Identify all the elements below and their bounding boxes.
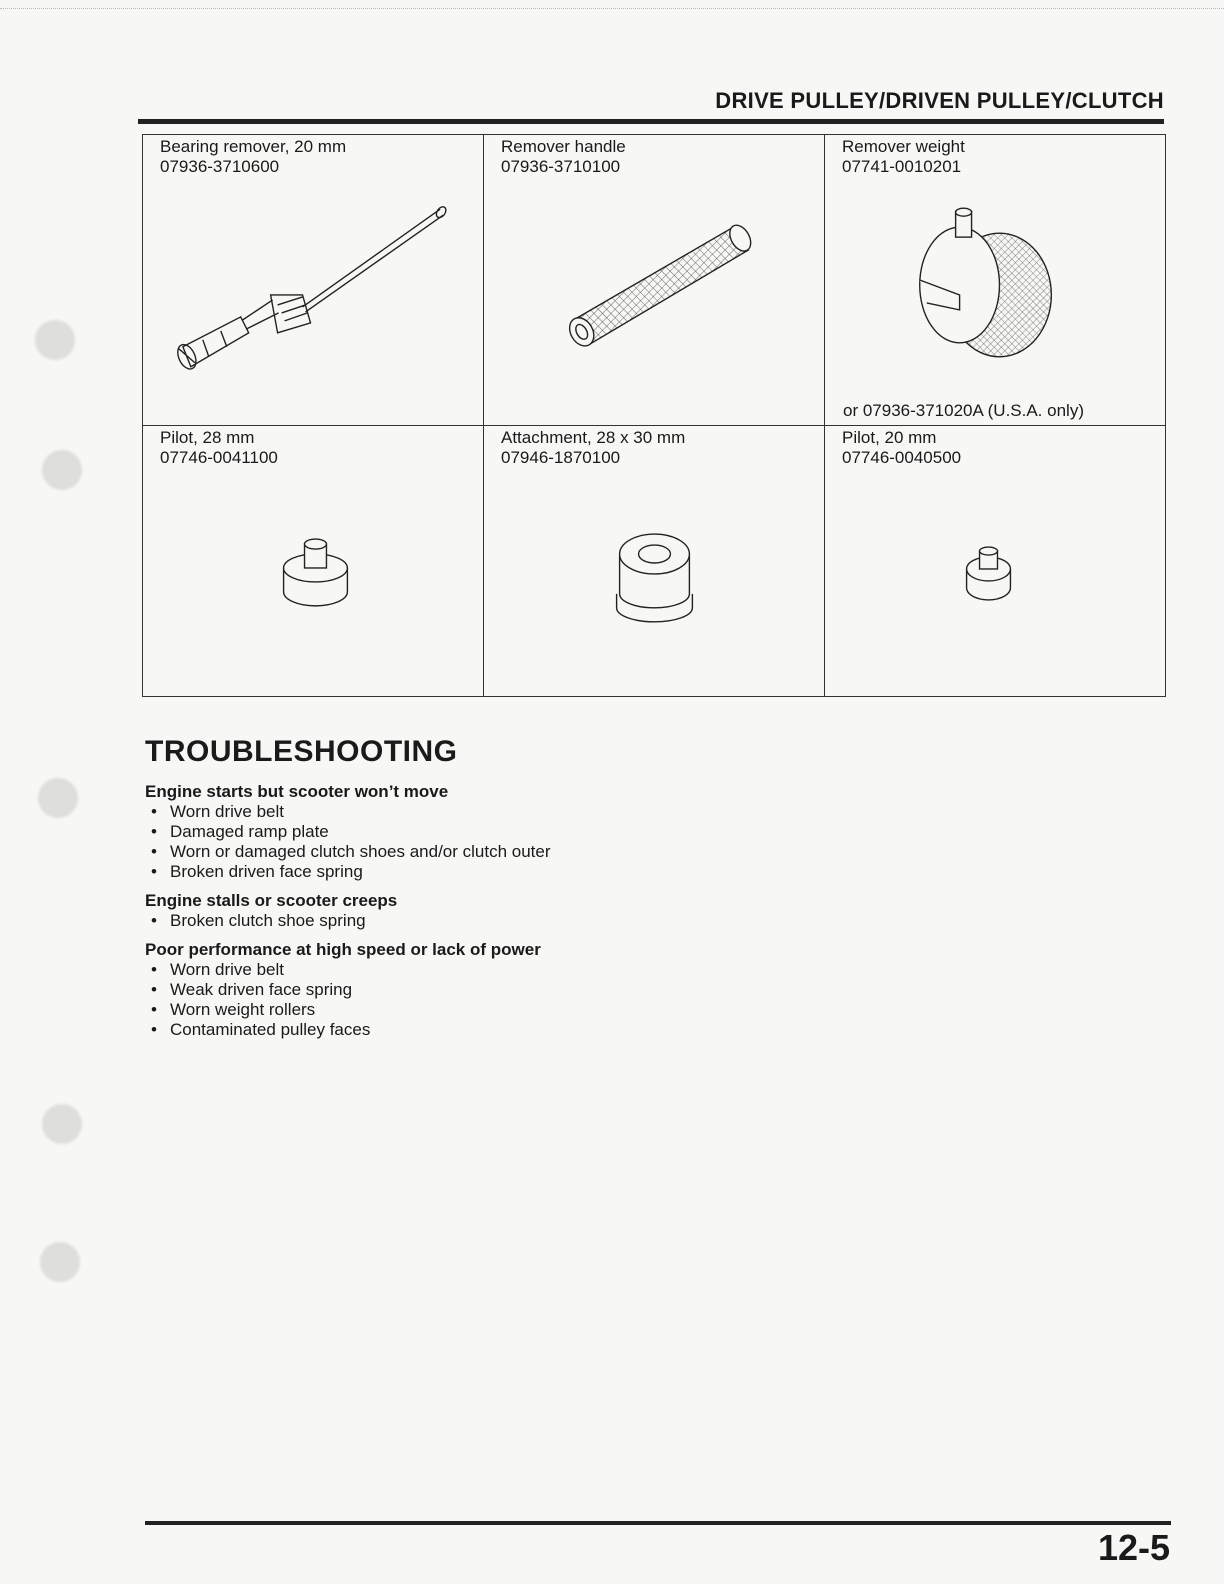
page-number: 12-5 (1097, 1527, 1170, 1568)
cause-item: • Worn drive belt (145, 802, 551, 822)
symptom-heading: Engine stalls or scooter creeps (145, 891, 398, 910)
attachment-icon (484, 426, 824, 696)
tool-cell (825, 135, 1166, 426)
cause-item: • Broken driven face spring (145, 862, 551, 882)
tool-part-number: 07746-0040500 (842, 448, 962, 467)
remover-weight-icon (825, 135, 1165, 425)
cause-list (145, 960, 541, 1040)
top-strip (0, 0, 1224, 9)
cause-list (145, 911, 397, 931)
tool-part-number: 07746-0041100 (160, 448, 278, 467)
tool-cell (143, 426, 484, 697)
cause-item: • Worn or damaged clutch shoes and/or clutch outer (145, 842, 551, 862)
pilot-20-icon (825, 426, 1165, 696)
tool-name: Attachment, 28 x 30 mm (501, 428, 686, 447)
tool-name: Pilot, 20 mm (842, 428, 937, 447)
cause-item: • Broken clutch shoe spring (145, 911, 397, 931)
remover-handle-icon (484, 135, 824, 425)
troubleshooting-group (145, 891, 397, 931)
cause-item: • Weak driven face spring (145, 980, 541, 1000)
tool-name: Bearing remover, 20 mm (160, 137, 347, 156)
pilot-28-icon (143, 426, 483, 696)
symptom-heading: Poor performance at high speed or lack of power (145, 940, 541, 959)
tool-part-number: 07936-3710100 (501, 157, 621, 176)
tool-part-number: 07946-1870100 (501, 448, 621, 467)
cause-item: • Worn drive belt (145, 960, 541, 980)
cause-item: • Damaged ramp plate (145, 822, 551, 842)
tool-cell (143, 135, 484, 426)
tool-name: Remover handle (501, 137, 626, 156)
tool-name: Remover weight (842, 137, 965, 156)
troubleshooting-title: TROUBLESHOOTING (145, 735, 458, 768)
troubleshooting-group (145, 940, 541, 1040)
cause-item: • Contaminated pulley faces (145, 1020, 541, 1040)
tool-cell (484, 135, 825, 426)
tool-part-number: 07741-0010201 (842, 157, 962, 176)
cause-list (145, 802, 551, 882)
scan-edge (0, 0, 95, 1584)
header-rule (138, 119, 1164, 124)
tool-alt-part-note: or 07936-371020A (U.S.A. only) (843, 401, 1084, 420)
tool-part-number: 07936-3710600 (160, 157, 280, 176)
symptom-heading: Engine starts but scooter won’t move (145, 782, 449, 801)
tool-cell (825, 426, 1166, 697)
cause-item: • Worn weight rollers (145, 1000, 541, 1020)
troubleshooting-group (145, 782, 551, 882)
special-tools-table (142, 134, 1166, 697)
bearing-remover-icon (143, 135, 483, 425)
footer-rule (145, 1521, 1171, 1525)
tool-cell (484, 426, 825, 697)
page-header-title: DRIVE PULLEY/DRIVEN PULLEY/CLUTCH (715, 88, 1164, 113)
tool-name: Pilot, 28 mm (160, 428, 255, 447)
